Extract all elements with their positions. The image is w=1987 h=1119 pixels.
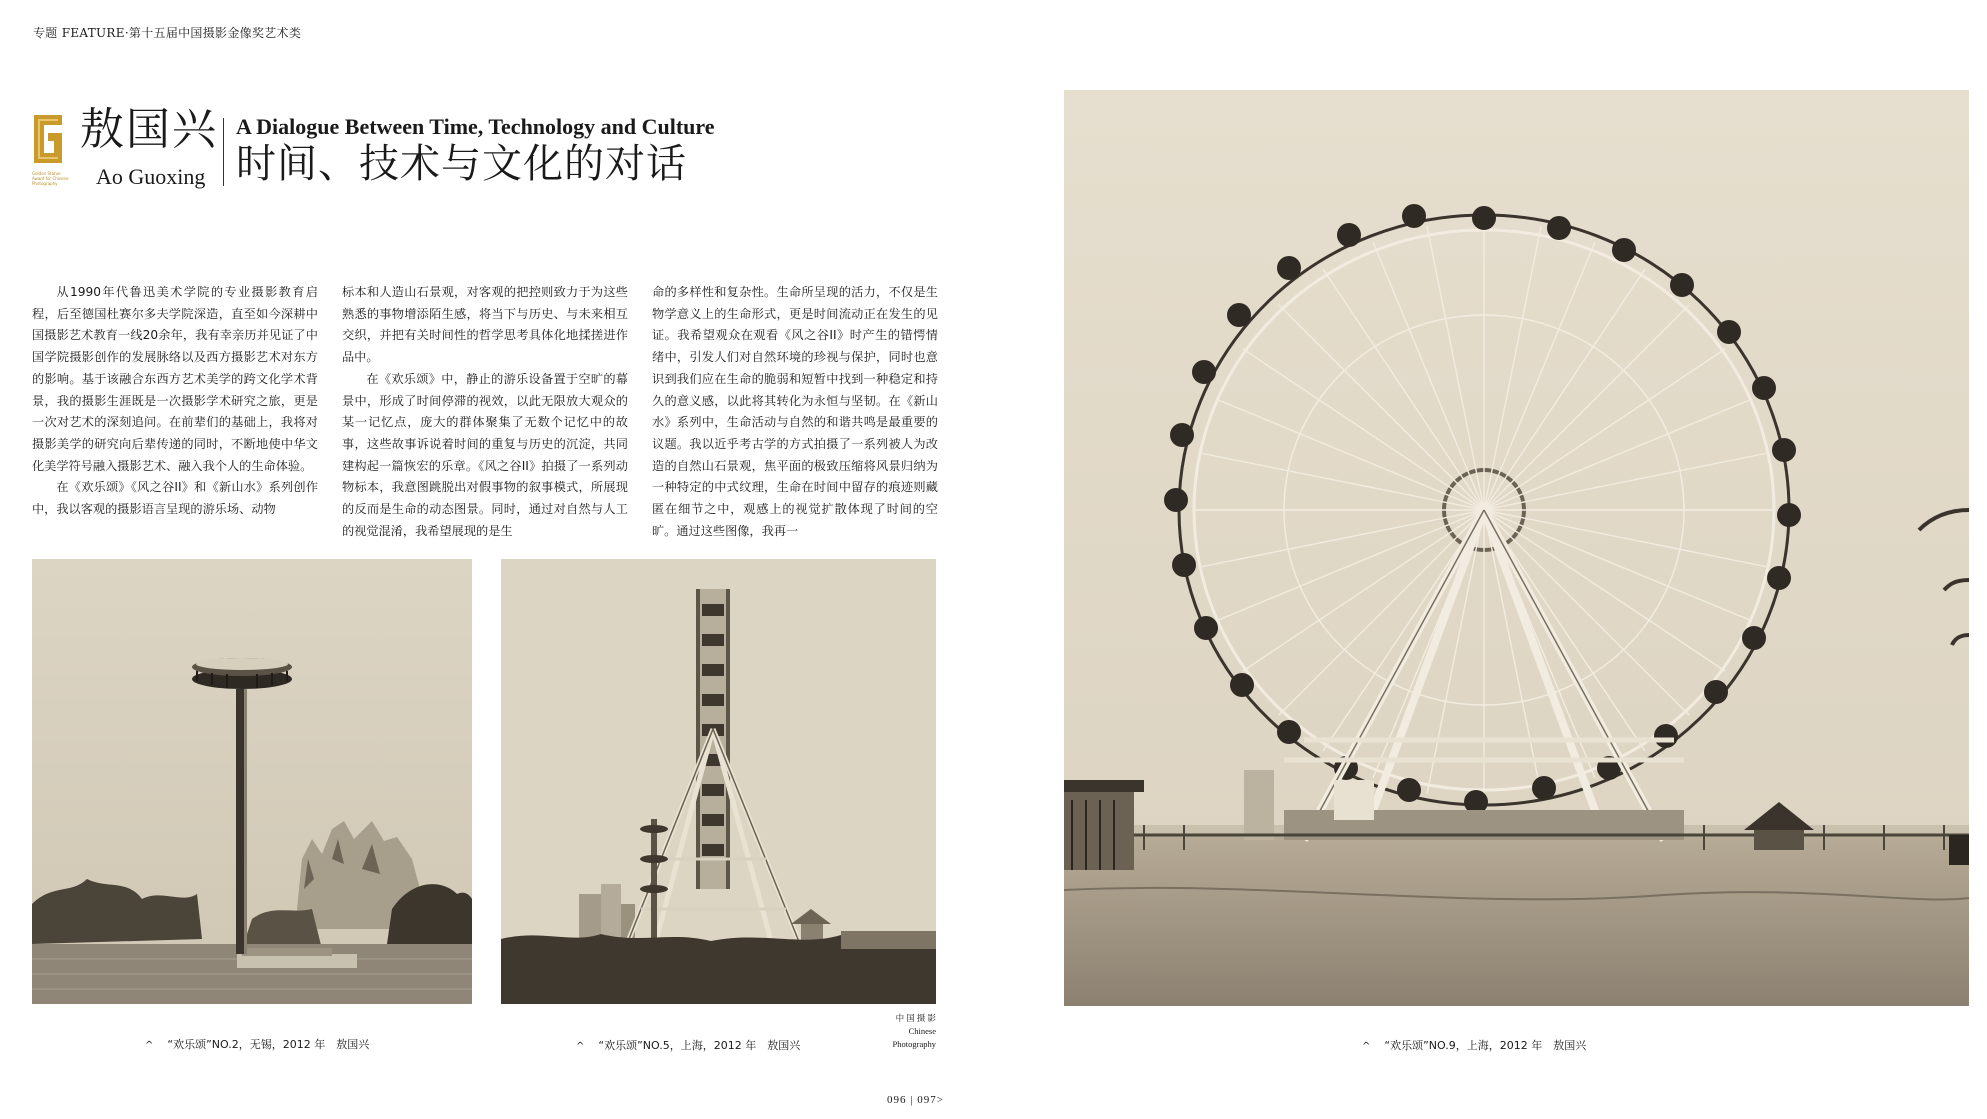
- award-logo-icon: [32, 113, 66, 165]
- caption-marker-icon: ^: [145, 1040, 154, 1051]
- paragraph: 在《欢乐颂》《风之谷II》和《新山水》系列创作中，我以客观的摄影语言呈现的游乐场、动物: [32, 480, 318, 517]
- caption-text: “欢乐颂”NO.9，上海，2012 年 敖国兴: [1384, 1039, 1587, 1052]
- logo-caption: Golden Statue Award for Chinese Photography: [32, 171, 69, 186]
- paragraph: 从1990年代鲁迅美术学院的专业摄影教育启程，后至德国杜赛尔多夫学院深造，直至如今深耕中国摄影艺术教育一线20余年，我有幸亲历并见证了中国学院摄影创作的发展脉络以及西方摄影艺术对东方的影响。基于该融合东西方艺术美学的跨文化学术背景，我的摄影生涯既是一次摄影学术研究之旅，更是一次对艺术的深刻追问。在前辈们的基础上，我将对摄影美学的研究向后辈传递的同时，不断地使中华文化美学符号融入摄影艺术、融入我个人的生命体验。: [32, 285, 318, 473]
- caption-marker-icon: ^: [1362, 1041, 1371, 1052]
- caption-text: “欢乐颂”NO.2，无锡，2012 年 敖国兴: [167, 1038, 370, 1051]
- page-numbers: 096 | 097>: [887, 1094, 944, 1106]
- author-name-cn: 敖国兴: [80, 104, 218, 155]
- photo-joy-no9: [1064, 90, 1969, 1006]
- article-title-en: A Dialogue Between Time, Technology and Culture: [236, 114, 715, 139]
- paragraph: 命的多样性和复杂性。生命所呈现的活力，不仅是生物学意义上的生命形式，更是时间流动正在发生的见证。我希望观众在观看《风之谷II》时产生的错愕情绪中，引发人们对自然环境的珍视与保护，同时也意识到我们应在生命的脆弱和短暂中找到一种稳定和持久的意义感，以此将其转化为永恒与坚韧。在《新山水》系列中，生命活动与自然的和谐共鸣是最重要的议题。我以近乎考古学的方式拍摄了一系列被人为改造的自然山石景观，焦平面的极致压缩将风景归纳为一种特定的中式纹理，生命在时间中留存的痕迹则藏匿在细节之中，观感上的视觉扩散体现了时间的空旷。通过这些图像，我再一: [652, 285, 938, 538]
- masthead-cn: 中 国 摄 影: [895, 1013, 936, 1023]
- photo-joy-no2: [32, 559, 472, 1004]
- paragraph: 标本和人造山石景观，对客观的把控则致力于为这些熟悉的事物增添陌生感，将当下与历史、与未来相互交织，并把有关时间性的哲学思考具体化地揉搓进作品中。: [342, 285, 628, 365]
- section-header: 专题 FEATURE·第十五届中国摄影金像奖艺术类: [33, 26, 302, 40]
- photo-3-caption: [1362, 1037, 1586, 1053]
- photo-2-caption: [576, 1037, 800, 1053]
- article-title-cn: 时间、技术与文化的对话: [236, 141, 687, 187]
- article-column-2: [342, 282, 628, 542]
- magazine-masthead: [886, 1012, 936, 1051]
- paragraph: 在《欢乐颂》中，静止的游乐设备置于空旷的幕景中，形成了时间停滞的视效，以此无限放大观众的某一记忆点，庞大的群体聚集了无数个记忆中的故事，这些故事诉说着时间的重复与历史的沉淀，共同建构起一篇恢宏的乐章。《风之谷II》拍摄了一系列动物标本，我意图跳脱出对假事物的叙事模式，所展现的反而是生命的动态图景。同时，通过对自然与人工的视觉混淆，我希望展现的是生: [342, 371, 628, 538]
- article-column-3: [652, 282, 938, 542]
- author-name-en: Ao Guoxing: [96, 164, 206, 189]
- masthead-en-1: Chinese: [908, 1026, 936, 1036]
- caption-text: “欢乐颂”NO.5，上海，2012 年 敖国兴: [598, 1039, 801, 1052]
- photo-1-caption: [145, 1036, 369, 1052]
- caption-marker-icon: ^: [576, 1041, 585, 1052]
- title-divider: [223, 118, 224, 186]
- article-column-1: [32, 282, 318, 521]
- masthead-en-2: Photography: [892, 1039, 936, 1049]
- photo-joy-no5: [501, 559, 936, 1004]
